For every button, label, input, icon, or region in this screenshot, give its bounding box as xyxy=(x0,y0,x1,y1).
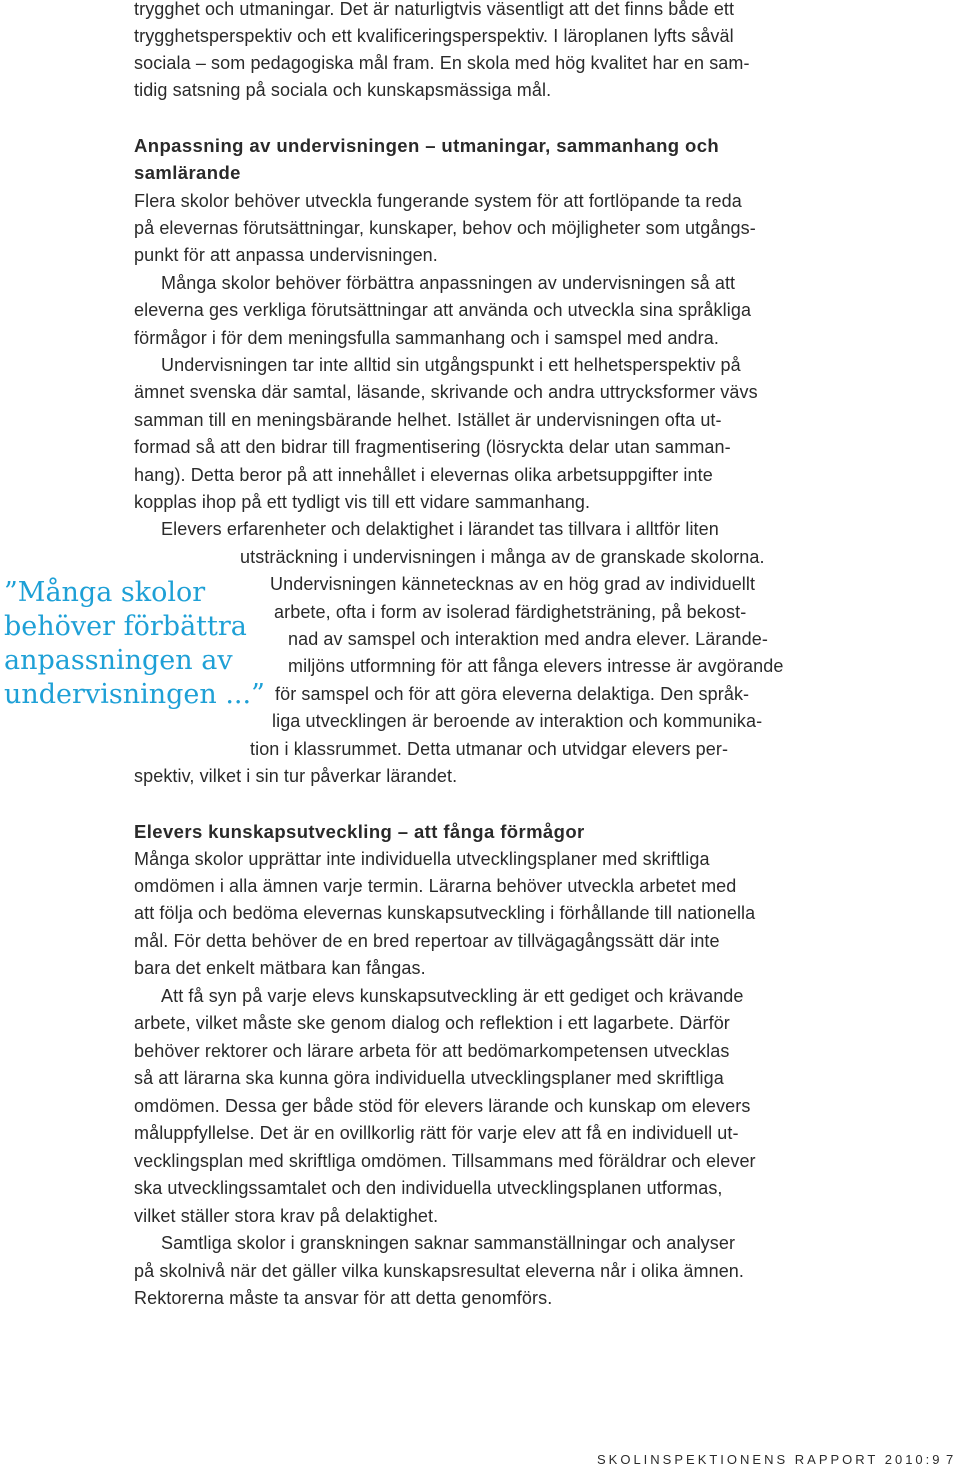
text-line: måluppfyllelse. Det är en ovillkorlig rätt för varje elev att få en individuell ut- xyxy=(134,1123,739,1143)
section-heading: Anpassning av undervisningen – utmaningar, sammanhang och xyxy=(134,135,720,156)
text-line: Rektorerna måste ta ansvar för att detta genomförs. xyxy=(134,1288,553,1308)
text-line: vecklingsplan med skriftliga omdömen. Tillsammans med föräldrar och elever xyxy=(134,1151,756,1171)
text-line: arbete, vilket måste ske genom dialog och reflektion i ett lagarbete. Därför xyxy=(134,1013,730,1033)
text-line: Många skolor behöver förbättra anpassningen av undervisningen så att xyxy=(161,273,736,293)
text-line: på elevernas förutsättningar, kunskaper, behov och möjligheter som utgångs- xyxy=(134,218,756,238)
text-line: spektiv, vilket i sin tur påverkar lärandet. xyxy=(134,766,458,786)
text-line: omdömen. Dessa ger både stöd för elevers lärande och kunskap om elevers xyxy=(134,1096,751,1116)
text-line: förmågor i för dem meningsfulla sammanhang och i samspel med andra. xyxy=(134,328,719,348)
text-line: att följa och bedöma elevernas kunskapsutveckling i förhållande till nationella xyxy=(134,903,756,923)
text-line: sociala – som pedagogiska mål fram. En skola med hög kvalitet har en sam- xyxy=(134,53,750,73)
text-line: hang). Detta beror på att innehållet i elevernas olika arbetsuppgifter inte xyxy=(134,465,713,485)
text-line: trygghet och utmaningar. Det är naturligtvis väsentligt att det finns både ett xyxy=(134,0,735,19)
pull-quote-line: anpassningen av xyxy=(4,645,233,676)
text-line: tion i klassrummet. Detta utmanar och utvidgar elevers per- xyxy=(250,739,729,759)
text-line: Flera skolor behöver utveckla fungerande system för att fortlöpande ta reda xyxy=(134,191,742,211)
footer-publication: SKOLINSPEKTIONENS RAPPORT 2010:9 xyxy=(597,1452,943,1467)
text-line: Samtliga skolor i granskningen saknar sammanställningar och analyser xyxy=(161,1233,736,1253)
text-line: miljöns utformning för att fånga elevers intresse är avgörande xyxy=(288,656,784,676)
text-line: Undervisningen tar inte alltid sin utgångspunkt i ett helhetsperspektiv på xyxy=(161,355,741,375)
text-line: utsträckning i undervisningen i många av de granskade skolorna. xyxy=(240,547,765,567)
text-line: mål. För detta behöver de en bred repertoar av tillvägagångssätt där inte xyxy=(134,931,720,951)
text-line: ska utvecklingssamtalet och den individuella utvecklingsplanen utformas, xyxy=(134,1178,723,1198)
text-line: Många skolor upprättar inte individuella utvecklingsplaner med skriftliga xyxy=(134,849,710,869)
pull-quote-line: undervisningen ...” xyxy=(4,679,265,710)
text-line: ämnet svenska där samtal, läsande, skrivande och andra uttrycksformer vävs xyxy=(134,382,758,402)
text-line: omdömen i alla ämnen varje termin. Lärarna behöver utveckla arbetet med xyxy=(134,876,737,896)
text-line: trygghetsperspektiv och ett kvalificeringsperspektiv. I läroplanen lyfts såväl xyxy=(134,26,734,46)
section-heading: samlärande xyxy=(134,162,241,183)
text-line: för samspel och för att göra eleverna delaktiga. Den språk- xyxy=(275,684,750,704)
text-line: punkt för att anpassa undervisningen. xyxy=(134,245,438,265)
pull-quote-line: behöver förbättra xyxy=(4,611,247,642)
pull-quote-line: ”Många skolor xyxy=(4,577,206,608)
text-line: Att få syn på varje elevs kunskapsutveckling är ett gediget och krävande xyxy=(161,986,744,1006)
text-line: behöver rektorer och lärare arbeta för att bedömarkompetensen utvecklas xyxy=(134,1041,730,1061)
text-line: nad av samspel och interaktion med andra elever. Lärande- xyxy=(288,629,768,649)
text-line: Elevers erfarenheter och delaktighet i lärandet tas tillvara i alltför liten xyxy=(161,519,719,539)
section-heading: Elevers kunskapsutveckling – att fånga förmågor xyxy=(134,821,585,842)
text-line: kopplas ihop på ett tydligt vis till ett vidare sammanhang. xyxy=(134,492,591,512)
text-line: tidig satsning på sociala och kunskapsmässiga mål. xyxy=(134,80,552,100)
text-line: på skolnivå när det gäller vilka kunskapsresultat eleverna når i olika ämnen. xyxy=(134,1261,745,1281)
text-line: eleverna ges verkliga förutsättningar att använda och utveckla sina språkliga xyxy=(134,300,752,320)
text-line: arbete, ofta i form av isolerad färdighetsträning, på bekost- xyxy=(274,602,747,622)
text-line: vilket ställer stora krav på delaktighet. xyxy=(134,1206,439,1226)
text-line: liga utvecklingen är beroende av interaktion och kommunika- xyxy=(272,711,763,731)
text-line: samman till en meningsbärande helhet. Istället är undervisningen ofta ut- xyxy=(134,410,722,430)
text-line: Undervisningen kännetecknas av en hög grad av individuellt xyxy=(270,574,756,594)
page-number: 7 xyxy=(946,1452,954,1467)
text-line: formad så att den bidrar till fragmentisering (lösryckta delar utan samman- xyxy=(134,437,731,457)
text-line: bara det enkelt mätbara kan fångas. xyxy=(134,958,426,978)
text-line: så att lärarna ska kunna göra individuella utvecklingsplaner med skriftliga xyxy=(134,1068,724,1088)
